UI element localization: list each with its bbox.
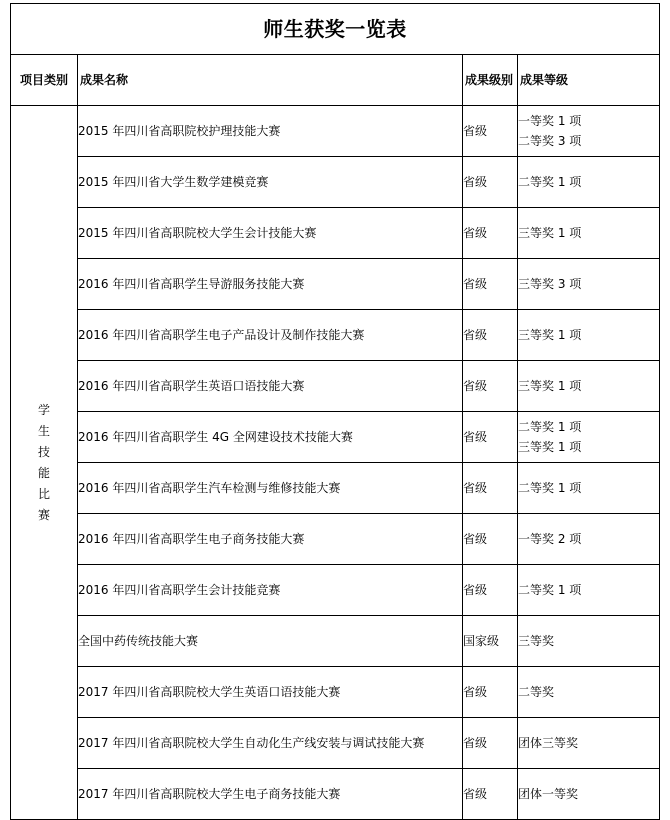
award-grade-line: 三等奖 3 项 (518, 277, 582, 291)
award-grade (518, 718, 660, 769)
table-row (11, 412, 660, 463)
award-level: 省级 (463, 412, 518, 463)
title-row (11, 4, 660, 55)
category-char: 赛 (37, 507, 50, 522)
award-level: 省级 (463, 769, 518, 820)
award-grade (518, 667, 660, 718)
award-name: 全国中药传统技能大赛 (78, 616, 463, 667)
table-row (11, 208, 660, 259)
award-grade-line: 团体三等奖 (518, 736, 579, 750)
award-grade (518, 157, 660, 208)
award-level: 省级 (463, 208, 518, 259)
award-grade-line: 三等奖 1 项 (518, 440, 582, 454)
award-name: 2016 年四川省高职学生电子商务技能大赛 (78, 514, 463, 565)
category-char: 技 (37, 444, 50, 459)
header-level: 成果级别 (463, 55, 518, 106)
award-level: 省级 (463, 310, 518, 361)
award-grade (518, 616, 660, 667)
award-grade-line: 三等奖 1 项 (518, 226, 582, 240)
award-grade-line: 二等奖 1 项 (518, 583, 582, 597)
award-name: 2016 年四川省高职学生会计技能竞赛 (78, 565, 463, 616)
award-grade-line: 二等奖 1 项 (518, 420, 582, 434)
award-name: 2016 年四川省高职学生 4G 全网建设技术技能大赛 (78, 412, 463, 463)
award-grade (518, 565, 660, 616)
award-grade (518, 208, 660, 259)
award-name: 2015 年四川省高职院校护理技能大赛 (78, 106, 463, 157)
table-row (11, 718, 660, 769)
award-level: 省级 (463, 361, 518, 412)
table-row (11, 616, 660, 667)
award-name: 2016 年四川省高职学生英语口语技能大赛 (78, 361, 463, 412)
award-grade (518, 412, 660, 463)
category-char: 能 (37, 465, 50, 480)
award-level: 省级 (463, 259, 518, 310)
header-name: 成果名称 (78, 55, 463, 106)
award-grade-line: 三等奖 1 项 (518, 328, 582, 342)
award-grade (518, 361, 660, 412)
table-row (11, 463, 660, 514)
award-level: 省级 (463, 157, 518, 208)
header-row (11, 55, 660, 106)
table-row (11, 565, 660, 616)
award-name: 2016 年四川省高职学生导游服务技能大赛 (78, 259, 463, 310)
table-row (11, 106, 660, 157)
table-row (11, 769, 660, 820)
award-name: 2016 年四川省高职学生电子产品设计及制作技能大赛 (78, 310, 463, 361)
award-grade (518, 769, 660, 820)
award-name: 2016 年四川省高职学生汽车检测与维修技能大赛 (78, 463, 463, 514)
table-row (11, 310, 660, 361)
category-char: 比 (37, 486, 50, 501)
award-name: 2017 年四川省高职院校大学生英语口语技能大赛 (78, 667, 463, 718)
award-grade (518, 463, 660, 514)
award-level: 省级 (463, 718, 518, 769)
award-grade (518, 106, 660, 157)
award-name: 2015 年四川省高职院校大学生会计技能大赛 (78, 208, 463, 259)
table-row (11, 361, 660, 412)
category-char: 学 (37, 402, 50, 417)
award-level: 省级 (463, 106, 518, 157)
category-cell (11, 106, 78, 820)
award-grade-line: 团体一等奖 (518, 787, 579, 801)
award-grade-line: 一等奖 2 项 (518, 532, 582, 546)
award-grade-line: 三等奖 (518, 634, 555, 648)
award-level: 省级 (463, 667, 518, 718)
award-grade (518, 310, 660, 361)
award-grade-line: 三等奖 1 项 (518, 379, 582, 393)
table-title: 师生获奖一览表 (11, 4, 660, 55)
award-grade-line: 一等奖 1 项 (518, 114, 582, 128)
header-grade: 成果等级 (518, 55, 660, 106)
award-level: 国家级 (463, 616, 518, 667)
award-name: 2015 年四川省大学生数学建模竞赛 (78, 157, 463, 208)
category-char: 生 (37, 423, 50, 438)
award-level: 省级 (463, 463, 518, 514)
table-row (11, 157, 660, 208)
award-name: 2017 年四川省高职院校大学生自动化生产线安装与调试技能大赛 (78, 718, 463, 769)
award-grade-line: 二等奖 3 项 (518, 134, 582, 148)
category-vertical-text (11, 400, 77, 526)
award-level: 省级 (463, 514, 518, 565)
awards-table (10, 3, 660, 820)
award-grade (518, 514, 660, 565)
award-grade-line: 二等奖 1 项 (518, 175, 582, 189)
award-name: 2017 年四川省高职院校大学生电子商务技能大赛 (78, 769, 463, 820)
table-row (11, 514, 660, 565)
award-grade (518, 259, 660, 310)
award-grade-line: 二等奖 (518, 685, 555, 699)
award-level: 省级 (463, 565, 518, 616)
header-category: 项目类别 (11, 55, 78, 106)
table-row (11, 667, 660, 718)
table-row (11, 259, 660, 310)
award-grade-line: 二等奖 1 项 (518, 481, 582, 495)
